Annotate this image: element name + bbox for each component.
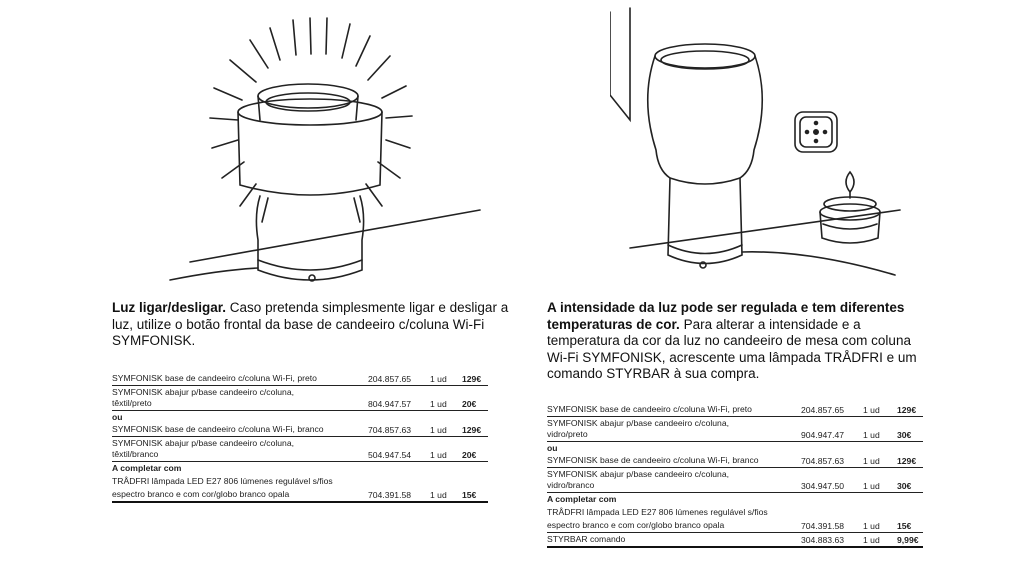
article-number: 304.883.63: [801, 535, 845, 545]
complete-label: A completar com: [547, 494, 617, 504]
price: 20€: [462, 450, 477, 460]
left-heading-text: Caso pretenda simplesmente ligar e desligar a luz, utilize o botão frontal da base de candeeiro c/coluna Wi-Fi SYMFONISK.: [112, 300, 509, 348]
product-name: SYMFONISK base de candeeiro c/coluna Wi-Fi, branco: [112, 424, 324, 434]
table-row: [547, 403, 923, 417]
tradfri-line: TRÅDFRI lâmpada LED E27 806 lúmenes regulável s/fios: [547, 507, 768, 517]
table-row: [547, 417, 923, 442]
article-number: 504.947.54: [368, 450, 412, 460]
table-row: [547, 519, 923, 533]
article-number: 204.857.65: [368, 374, 412, 384]
quantity: 1 ud: [863, 535, 880, 545]
tradfri-line: TRÅDFRI lâmpada LED E27 806 lúmenes regulável s/fios: [112, 476, 333, 486]
left-description: [112, 300, 512, 350]
quantity: 1 ud: [430, 450, 447, 460]
table-row: [112, 488, 488, 503]
article-number: 704.857.63: [801, 456, 845, 466]
quantity: 1 ud: [430, 490, 447, 500]
article-number: 204.857.65: [801, 405, 845, 415]
product-name: SYMFONISK base de candeeiro c/coluna Wi-Fi, branco: [547, 455, 759, 465]
price: 129€: [897, 405, 917, 415]
price: 129€: [897, 456, 917, 466]
product-name: SYMFONISK abajur p/base candeeiro c/coluna, têxtil/preto: [112, 387, 294, 408]
price: 129€: [462, 425, 482, 435]
product-name: SYMFONISK base de candeeiro c/coluna Wi-Fi, preto: [112, 373, 317, 383]
product-name: SYMFONISK abajur p/base candeeiro c/coluna, vidro/preto: [547, 418, 729, 439]
complete-label: A completar com: [112, 463, 182, 473]
price: 9,99€: [897, 535, 919, 545]
price: 15€: [897, 521, 912, 531]
quantity: 1 ud: [863, 521, 880, 531]
or-label: ou: [547, 443, 558, 453]
lamp-dimmer-illustration: [610, 0, 910, 290]
right-heading-bold: A intensidade da luz pode ser regulada e tem diferentes temperaturas de cor.: [547, 300, 905, 332]
article-number: 704.391.58: [368, 490, 412, 500]
left-product-table: [112, 372, 488, 503]
article-number: 704.391.58: [801, 521, 845, 531]
article-number: 704.857.63: [368, 425, 412, 435]
product-name: SYMFONISK abajur p/base candeeiro c/coluna, têxtil/branco: [112, 438, 294, 459]
article-number: 804.947.57: [368, 399, 412, 409]
table-row: [112, 372, 488, 386]
quantity: 1 ud: [863, 405, 880, 415]
product-name: espectro branco e com cor/globo branco opala: [112, 489, 290, 499]
price: 20€: [462, 399, 477, 409]
product-name: SYMFONISK base de candeeiro c/coluna Wi-Fi, preto: [547, 404, 752, 414]
or-label: ou: [112, 412, 123, 422]
quantity: 1 ud: [863, 456, 880, 466]
article-number: 904.947.47: [801, 430, 845, 440]
quantity: 1 ud: [863, 481, 880, 491]
price: 15€: [462, 490, 477, 500]
right-product-table: [547, 403, 923, 548]
article-number: 304.947.50: [801, 481, 845, 491]
price: 30€: [897, 481, 912, 491]
quantity: 1 ud: [863, 430, 880, 440]
left-heading-bold: Luz ligar/desligar.: [112, 300, 227, 315]
right-description: [547, 300, 927, 383]
quantity: 1 ud: [430, 425, 447, 435]
product-name: SYMFONISK abajur p/base candeeiro c/coluna, vidro/branco: [547, 469, 729, 490]
table-row: [112, 423, 488, 437]
product-name: STYRBAR comando: [547, 534, 626, 544]
price: 129€: [462, 374, 482, 384]
table-row: [112, 437, 488, 462]
right-heading-text: Para alterar a intensidade e a temperatura da cor da luz no candeeiro de mesa com coluna Wi-Fi SYMFONISK, acrescente uma lâmpada TRÅDFRI e um comando STYRBAR à sua compra.: [547, 316, 917, 381]
table-row: [547, 533, 923, 548]
table-row: [547, 454, 923, 468]
quantity: 1 ud: [430, 374, 447, 384]
quantity: 1 ud: [430, 399, 447, 409]
table-row: [547, 468, 923, 493]
table-row: [112, 386, 488, 411]
price: 30€: [897, 430, 912, 440]
product-name: espectro branco e com cor/globo branco opala: [547, 520, 725, 530]
lamp-on-off-illustration: [150, 0, 500, 285]
